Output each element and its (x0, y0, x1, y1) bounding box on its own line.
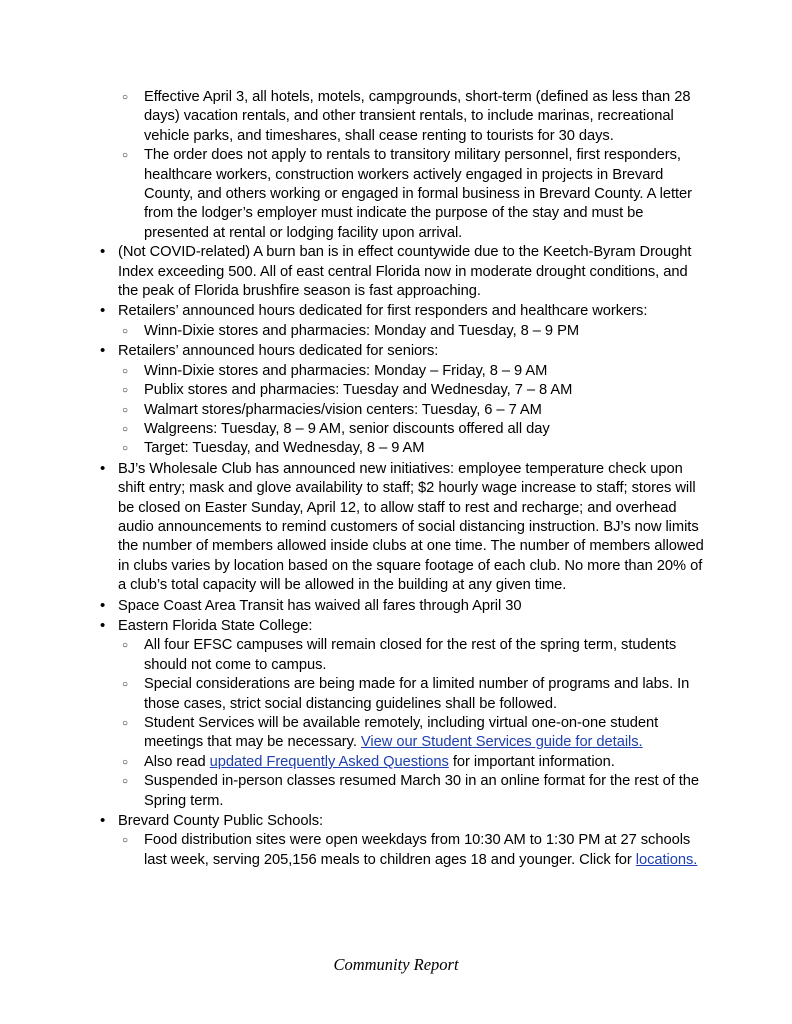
sub-list-item: ○ Winn-Dixie stores and pharmacies: Monday and Tuesday, 8 – 9 PM (118, 322, 704, 341)
list-item-text: Eastern Florida State College: (118, 617, 313, 634)
list-item-text: Retailers’ announced hours dedicated for first responders and healthcare workers: (118, 303, 648, 320)
list-item (96, 617, 704, 811)
page-footer: Community Report (333, 955, 459, 974)
sub-list-item: ○ Target: Tuesday, and Wednesday, 8 – 9 AM (118, 439, 704, 458)
sub-list-item: ○ Also read updated Frequently Asked Questions for important information. (118, 753, 704, 772)
list-item-text: Space Coast Area Transit has waived all fares through April 30 (118, 597, 522, 614)
sub-list-item: ○ Food distribution sites were open weekdays from 10:30 AM to 1:30 PM at 27 schools last week, serving 205,156 meals to children ages 18 and younger. Click for locations. (118, 831, 704, 870)
sub-list (118, 362, 704, 459)
sub-list (118, 831, 704, 870)
continuation-group (96, 88, 704, 243)
sub-list (118, 88, 704, 243)
list-item-text: Retailers’ announced hours dedicated for seniors: (118, 343, 439, 360)
inline-link[interactable]: updated Frequently Asked Questions (209, 753, 449, 770)
sub-list (118, 322, 704, 341)
list-item-text: (Not COVID-related) A burn ban is in effect countywide due to the Keetch-Byram Drought Index exceeding 500. All of east central Florida now in moderate drought conditions, and the peak of Florida brushfire season is fast approaching. (118, 244, 692, 300)
sub-list-item: ○ The order does not apply to rentals to transitory military personnel, first responders, healthcare workers, construction workers actively engaged in projects in Brevard County, and others working or engaged in formal business in Brevard County. A letter from the lodger’s employer must indicate the purpose of the stay and must be presented at rental or lodging facility upon arrival. (118, 146, 704, 243)
sub-list-item: ○ Suspended in-person classes resumed March 30 in an online format for the rest of the Spring term. (118, 772, 704, 811)
sub-list-item: ○ Walgreens: Tuesday, 8 – 9 AM, senior discounts offered all day (118, 420, 704, 439)
sub-list (118, 636, 704, 811)
sub-list-item: ○ Special considerations are being made for a limited number of programs and labs. In those cases, strict social distancing guidelines shall be followed. (118, 675, 704, 714)
sub-list-item: ○ All four EFSC campuses will remain closed for the rest of the spring term, students should not come to campus. (118, 636, 704, 675)
sub-list-wrapper (118, 88, 704, 243)
sub-list-item: ○ Effective April 3, all hotels, motels, campgrounds, short-term (defined as less than 28 days) vacation rentals, and other transient rentals, to include marinas, recreational vehicle parks, and timeshares, shall cease renting to tourists for 30 days. (118, 88, 704, 146)
sub-list-item: ○ Student Services will be available remotely, including virtual one-on-one student meetings that may be necessary. View our Student Services guide for details. (118, 714, 704, 753)
list-item (96, 460, 704, 596)
content-list (96, 88, 704, 870)
list-item-text: BJ’s Wholesale Club has announced new initiatives: employee temperature check upon shift entry; mask and glove availability to staff; $2 hourly wage increase to staff; stores will be closed on Easter Sunday, April 12, to allow staff to rest and recharge; and overhead audio announcements to remind customers of social distancing instruction. BJ’s now limits the number of members allowed inside clubs at one time. The number of members allowed in clubs varies by location based on the square footage of each club. No more than 20% of a club’s total capacity will be allowed in the building at any given time. (118, 460, 704, 594)
list-item (96, 342, 704, 458)
list-item-text: Brevard County Public Schools: (118, 813, 324, 830)
list-item (96, 243, 704, 301)
document-body (96, 88, 704, 871)
list-item (96, 597, 704, 616)
sub-list-item: ○ Publix stores and pharmacies: Tuesday and Wednesday, 7 – 8 AM (118, 381, 704, 400)
inline-link[interactable]: locations. (635, 851, 698, 868)
sub-list-item: ○ Walmart stores/pharmacies/vision centers: Tuesday, 6 – 7 AM (118, 401, 704, 420)
sub-list-item: ○ Winn-Dixie stores and pharmacies: Monday – Friday, 8 – 9 AM (118, 362, 704, 381)
list-item (96, 812, 704, 870)
list-item (96, 302, 704, 341)
inline-link[interactable]: View our Student Services guide for details. (360, 734, 643, 751)
